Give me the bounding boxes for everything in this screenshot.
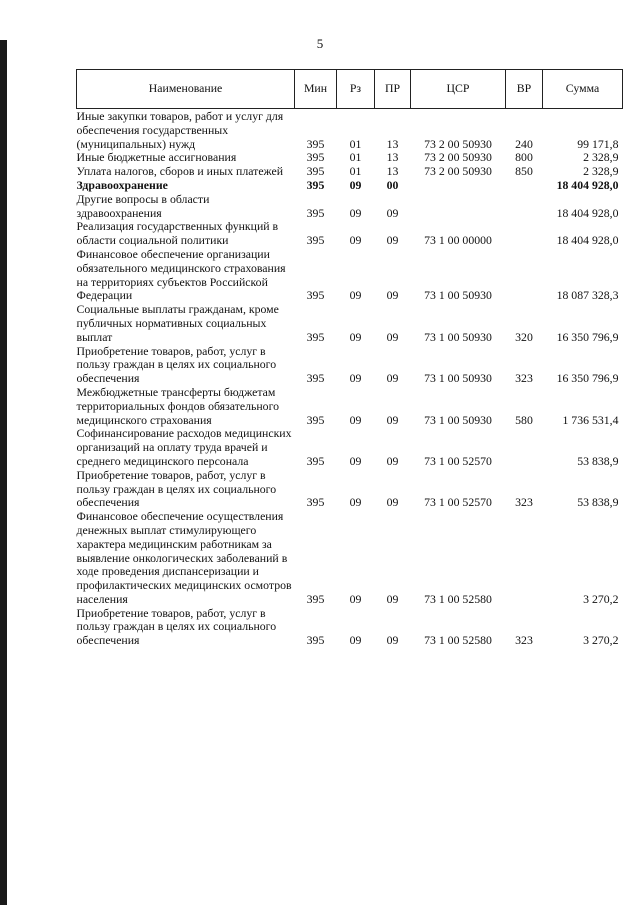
header-row xyxy=(77,70,623,109)
cell-min: 395 xyxy=(306,150,325,165)
cell-min: 395 xyxy=(306,633,325,648)
cell-name: Приобретение товаров, работ, услуг в пользу граждан в целях их социального обеспечения xyxy=(76,605,277,648)
cell-min: 395 xyxy=(306,233,325,248)
cell-rz: 09 xyxy=(349,453,362,468)
header-pr: ПР xyxy=(375,70,411,109)
cell-rz: 09 xyxy=(349,205,362,220)
cell-vr: 323 xyxy=(515,495,533,510)
table-row xyxy=(77,248,623,303)
cell-vr xyxy=(506,179,543,193)
cell-pr: 09 xyxy=(386,412,399,427)
cell-name: Иные закупки товаров, работ и услуг для обеспечения государственных (муниципальных) нужд xyxy=(76,109,284,151)
header-min: Мин xyxy=(295,70,337,109)
table-row xyxy=(77,165,623,179)
header-rz: Рз xyxy=(337,70,375,109)
cell-name: Уплата налогов, сборов и иных платежей xyxy=(76,164,284,179)
cell-sum: 3 270,2 xyxy=(583,591,619,606)
cell-name: Приобретение товаров, работ, услуг в пользу граждан в целях их социального обеспечения xyxy=(76,343,277,386)
cell-min: 395 xyxy=(306,288,325,303)
table-row xyxy=(77,607,623,648)
table-row xyxy=(77,469,623,510)
cell-csr: 73 1 00 52570 xyxy=(424,495,492,510)
cell-rz: 09 xyxy=(349,412,362,427)
cell-sum: 99 171,8 xyxy=(577,136,619,151)
cell-name: Здравоохранение xyxy=(76,177,168,192)
header-sum: Сумма xyxy=(543,70,623,109)
cell-rz: 09 xyxy=(349,371,362,386)
cell-vr: 240 xyxy=(515,136,533,151)
cell-vr xyxy=(506,427,543,468)
cell-vr: 580 xyxy=(515,412,533,427)
cell-sum: 2 328,9 xyxy=(583,164,619,179)
cell-rz: 09 xyxy=(349,591,362,606)
cell-vr: 323 xyxy=(515,371,533,386)
cell-pr: 09 xyxy=(386,288,399,303)
cell-min: 395 xyxy=(306,177,325,192)
cell-vr xyxy=(506,193,543,221)
cell-name: Иные бюджетные ассигнования xyxy=(76,150,237,165)
table-row xyxy=(77,303,623,344)
cell-pr: 09 xyxy=(386,329,399,344)
cell-name: Другие вопросы в области здравоохранения xyxy=(76,191,210,220)
cell-rz: 01 xyxy=(349,136,362,151)
cell-csr: 73 1 00 52580 xyxy=(424,633,492,648)
cell-csr: 73 1 00 00000 xyxy=(424,233,492,248)
cell-sum: 18 404 928,0 xyxy=(556,205,619,220)
cell-pr: 09 xyxy=(386,371,399,386)
cell-min: 395 xyxy=(306,164,325,179)
cell-name: Реализация государственных функций в области социальной политики xyxy=(76,219,279,248)
header-name: Наименование xyxy=(77,70,295,109)
cell-sum: 16 350 796,9 xyxy=(556,329,619,344)
cell-csr xyxy=(411,179,506,193)
cell-csr: 73 2 00 50930 xyxy=(424,136,492,151)
cell-csr: 73 1 00 50930 xyxy=(424,329,492,344)
table-row xyxy=(77,109,623,152)
cell-name: Приобретение товаров, работ, услуг в пользу граждан в целях их социального обеспечения xyxy=(76,467,277,510)
cell-rz: 09 xyxy=(349,288,362,303)
cell-sum: 53 838,9 xyxy=(577,495,619,510)
cell-sum: 18 404 928,0 xyxy=(556,177,619,192)
cell-name: Финансовое обеспечение осуществления денежных выплат стимулирующего характера медицинским работникам за выявление онкологических заболеваний в ходе проведения диспансеризации и профилактических медицинских осмотров населения xyxy=(76,509,292,606)
cell-min: 395 xyxy=(306,371,325,386)
cell-vr xyxy=(506,220,543,248)
table-body xyxy=(77,109,623,649)
cell-rz: 09 xyxy=(349,495,362,510)
cell-rz: 09 xyxy=(349,233,362,248)
cell-vr xyxy=(506,510,543,607)
cell-pr: 09 xyxy=(386,495,399,510)
cell-vr: 320 xyxy=(515,329,533,344)
cell-min: 395 xyxy=(306,412,325,427)
cell-sum: 2 328,9 xyxy=(583,150,619,165)
cell-rz: 09 xyxy=(349,329,362,344)
cell-sum: 53 838,9 xyxy=(577,453,619,468)
cell-csr: 73 1 00 52570 xyxy=(424,453,492,468)
table-row xyxy=(77,220,623,248)
cell-rz: 01 xyxy=(349,150,362,165)
cell-min: 395 xyxy=(306,495,325,510)
cell-min: 395 xyxy=(306,591,325,606)
cell-pr: 09 xyxy=(386,453,399,468)
table-row xyxy=(77,193,623,221)
cell-csr: 73 1 00 50930 xyxy=(424,371,492,386)
cell-pr: 09 xyxy=(386,633,399,648)
cell-pr: 00 xyxy=(386,177,399,192)
table-row xyxy=(77,345,623,386)
cell-csr xyxy=(411,193,506,221)
cell-csr: 73 1 00 52580 xyxy=(424,591,492,606)
cell-pr: 13 xyxy=(386,150,399,165)
table-row xyxy=(77,151,623,165)
cell-vr: 850 xyxy=(515,164,533,179)
cell-vr: 323 xyxy=(515,633,533,648)
table-row xyxy=(77,510,623,607)
cell-name: Социальные выплаты гражданам, кроме публичных нормативных социальных выплат xyxy=(76,302,279,344)
cell-name: Софинансирование расходов медицинских организаций на оплату труда врачей и среднего медицинского персонала xyxy=(76,426,292,468)
cell-min: 395 xyxy=(306,205,325,220)
cell-csr: 73 1 00 50930 xyxy=(424,412,492,427)
cell-csr: 73 2 00 50930 xyxy=(424,164,492,179)
cell-pr: 13 xyxy=(386,164,399,179)
cell-pr: 09 xyxy=(386,591,399,606)
cell-rz: 09 xyxy=(349,177,362,192)
table-header xyxy=(77,70,623,109)
cell-min: 395 xyxy=(306,329,325,344)
cell-vr xyxy=(506,248,543,303)
cell-sum: 3 270,2 xyxy=(583,633,619,648)
header-vr: ВР xyxy=(506,70,543,109)
table-row xyxy=(77,179,623,193)
cell-vr: 800 xyxy=(515,150,533,165)
cell-min: 395 xyxy=(306,136,325,151)
cell-pr: 13 xyxy=(386,136,399,151)
cell-csr: 73 1 00 50930 xyxy=(424,288,492,303)
cell-name: Межбюджетные трансферты бюджетам территориальных фондов обязательного медицинского страхования xyxy=(76,384,280,427)
cell-min: 395 xyxy=(306,453,325,468)
table-row xyxy=(77,386,623,427)
scan-edge-shadow xyxy=(0,40,7,905)
cell-sum: 18 087 328,3 xyxy=(556,288,619,303)
header-csr: ЦСР xyxy=(411,70,506,109)
cell-pr: 09 xyxy=(386,233,399,248)
table-row xyxy=(77,427,623,468)
cell-rz: 01 xyxy=(349,164,362,179)
cell-sum: 16 350 796,9 xyxy=(556,371,619,386)
cell-sum: 18 404 928,0 xyxy=(556,233,619,248)
cell-name: Финансовое обеспечение организации обязательного медицинского страхования на территориях субъектов Российской Федерации xyxy=(76,246,286,303)
cell-pr: 09 xyxy=(386,205,399,220)
cell-csr: 73 2 00 50930 xyxy=(424,150,492,165)
budget-table xyxy=(76,69,623,648)
cell-sum: 1 736 531,4 xyxy=(562,412,619,427)
cell-rz: 09 xyxy=(349,633,362,648)
page-number: 5 xyxy=(316,36,324,51)
